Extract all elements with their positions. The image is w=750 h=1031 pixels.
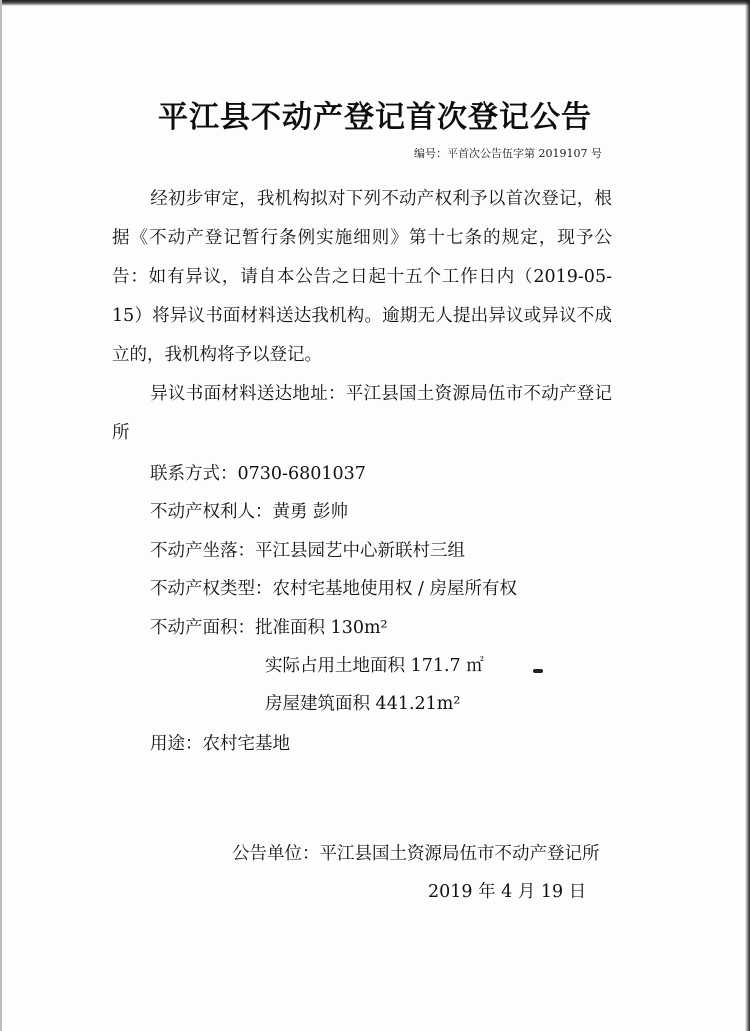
area-building-line: 房屋建筑面积 441.21m² — [265, 694, 461, 714]
area-occupied-line: 实际占用土地面积 171.7 ㎡ — [265, 656, 484, 676]
contact-line: 联系方式：0730-6801037 — [150, 464, 366, 484]
date-line: 2019 年 4 月 19 日 — [428, 882, 587, 902]
owner-line: 不动产权利人：黄勇 彭帅 — [150, 502, 349, 522]
scan-edge-left — [0, 0, 2, 1031]
scan-speck — [533, 669, 543, 673]
announcement-paragraph — [112, 180, 612, 375]
area-approved-line: 不动产面积：批准面积 130m² — [150, 618, 388, 638]
location-line: 不动产坐落：平江县园艺中心新联村三组 — [150, 541, 465, 561]
right-type-line: 不动产权类型：农村宅基地使用权 / 房屋所有权 — [150, 579, 518, 599]
objection-address-text: 异议书面材料送达地址：平江县国土资源局伍市不动产登记所 — [112, 384, 612, 443]
document-title: 平江县不动产登记首次登记公告 — [158, 100, 592, 135]
issuer-line: 公告单位：平江县国土资源局伍市不动产登记所 — [232, 844, 600, 864]
usage-line: 用途：农村宅基地 — [150, 734, 290, 754]
objection-address-paragraph — [112, 375, 612, 453]
announcement-text: 经初步审定，我机构拟对下列不动产权利予以首次登记，根据《不动产登记暂行条例实施细则》第十七条的规定，现予公告：如有异议，请自本公告之日起十五个工作日内（2019-05-15）将异议书面材料送达我机构。逾期无人提出异议或异议不成立的，我机构将予以登记。 — [112, 189, 612, 365]
document-number: 编号：平首次公告伍字第 2019107 号 — [414, 147, 602, 160]
scan-edge-right — [745, 0, 750, 1031]
scan-edge-top — [0, 0, 750, 6]
